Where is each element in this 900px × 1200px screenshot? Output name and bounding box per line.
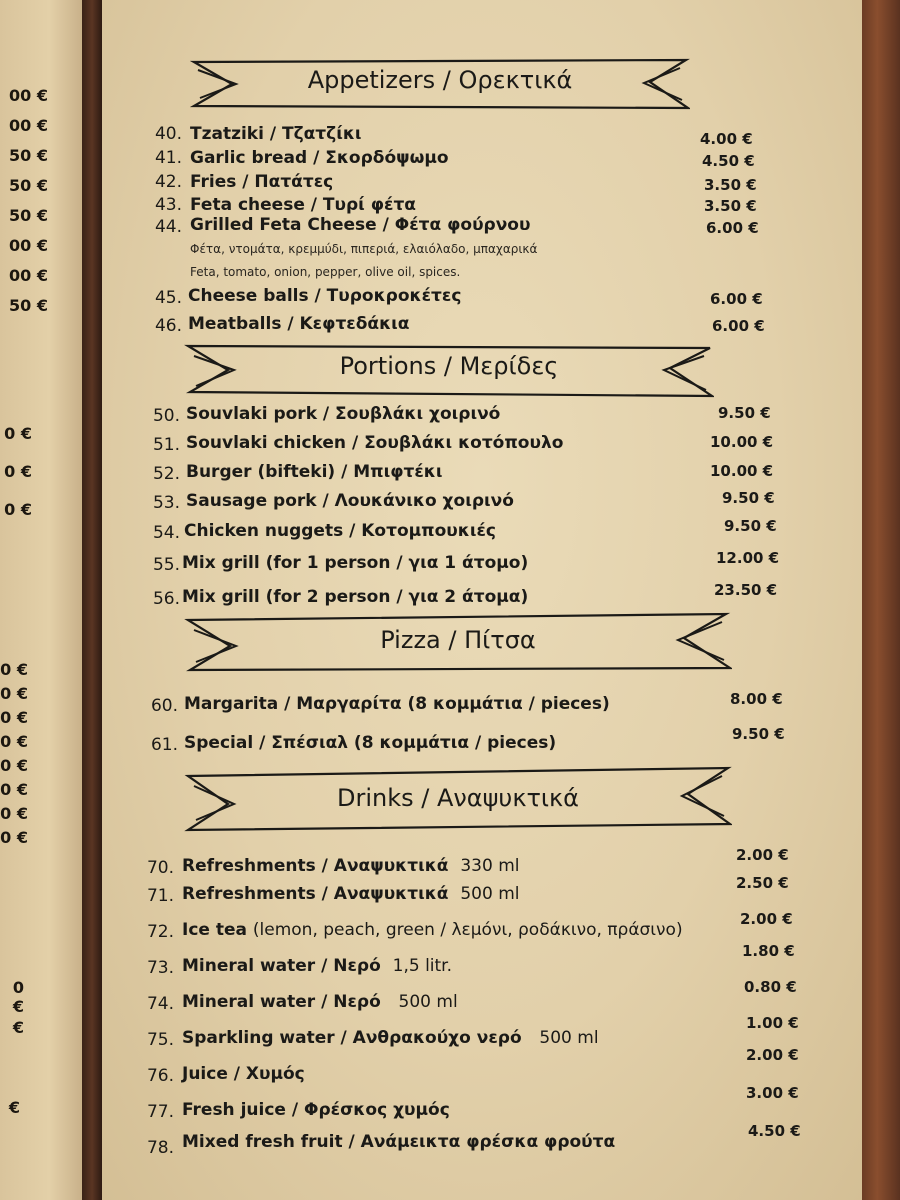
item-price: 9.50 €	[718, 404, 771, 422]
item-price: 9.50 €	[732, 725, 785, 743]
item-name: Meatballs / Κεφτεδάκια	[188, 314, 410, 334]
item-name-text: Mineral water / Νερό	[182, 956, 381, 976]
item-number: 54.	[152, 523, 180, 543]
item-name: Fresh juice / Φρέσκος χυμός	[182, 1100, 450, 1120]
section-banner-appetizers	[190, 56, 690, 112]
item-price: 2.00 €	[736, 846, 789, 864]
item-name: Souvlaki chicken / Σουβλάκι κοτόπουλο	[186, 433, 564, 453]
item-price: 2.00 €	[740, 910, 793, 928]
item-number: 42.	[154, 172, 182, 192]
item-name: Cheese balls / Τυροκροκέτες	[188, 286, 462, 306]
section-banner-drinks	[184, 766, 732, 832]
item-name-text: Refreshments / Αναψυκτικά	[182, 884, 449, 904]
item-number: 51.	[152, 435, 180, 455]
adjacent-price: 50 €	[9, 146, 48, 165]
item-name	[182, 1028, 599, 1048]
item-price: 10.00 €	[710, 462, 774, 480]
item-name: Special / Σπέσιαλ (8 κομμάτια / pieces)	[184, 733, 557, 753]
item-number: 53.	[152, 493, 180, 513]
item-name	[182, 992, 458, 1012]
item-price: 6.00 €	[712, 317, 765, 335]
item-name	[182, 956, 452, 976]
item-name: Tzatziki / Τζατζίκι	[190, 124, 362, 144]
item-number: 76.	[146, 1066, 174, 1086]
adjacent-price: 50 €	[9, 296, 48, 315]
item-name-text: Sparkling water / Ανθρακούχο νερό	[182, 1028, 522, 1048]
item-price: 4.50 €	[702, 152, 755, 170]
adjacent-price: 0 €	[0, 804, 28, 823]
item-price: 2.00 €	[746, 1046, 799, 1064]
section-title: Portions / Μερίδες	[339, 352, 559, 380]
item-name: Feta cheese / Τυρί φέτα	[190, 195, 416, 215]
item-number: 78.	[146, 1138, 174, 1158]
item-price: 8.00 €	[730, 690, 783, 708]
item-price: 0.80 €	[744, 978, 797, 996]
item-volume: 500 ml	[539, 1028, 599, 1048]
item-flavors: (lemon, peach, green / λεμόνι, ροδάκινο, πράσινο)	[252, 920, 683, 940]
item-name	[182, 920, 683, 940]
item-number: 77.	[146, 1102, 174, 1122]
adjacent-price: 00 €	[9, 116, 48, 135]
adjacent-price: 00 €	[9, 266, 48, 285]
adjacent-price: 0 €	[4, 424, 32, 443]
item-price: 4.00 €	[700, 130, 753, 148]
item-volume: 330 ml	[460, 856, 520, 876]
item-name: Margarita / Μαργαρίτα (8 κομμάτια / pieces)	[184, 694, 610, 714]
item-price: 6.00 €	[706, 219, 759, 237]
item-price: 4.50 €	[748, 1122, 801, 1140]
item-volume: 1,5 litr.	[392, 956, 453, 976]
item-number: 60.	[150, 696, 178, 716]
item-price: 3.50 €	[704, 176, 757, 194]
item-name: Burger (bifteki) / Μπιφτέκι	[186, 462, 443, 482]
adjacent-price: 0 €	[0, 828, 28, 847]
binding-gutter	[82, 0, 102, 1200]
item-price: 9.50 €	[724, 517, 777, 535]
item-price: 12.00 €	[716, 549, 780, 567]
item-number: 73.	[146, 958, 174, 978]
adjacent-price: 00 €	[9, 236, 48, 255]
adjacent-price: €	[8, 1098, 20, 1117]
item-price: 2.50 €	[736, 874, 789, 892]
section-banner-portions	[184, 340, 714, 400]
adjacent-price: 0 €	[12, 978, 24, 1016]
item-name: Mix grill (for 2 person / για 2 άτομα)	[182, 587, 529, 607]
item-price: 3.00 €	[746, 1084, 799, 1102]
adjacent-price: 0 €	[0, 684, 28, 703]
item-name: Sausage pork / Λουκάνικο χοιρινό	[186, 491, 514, 511]
item-price: 1.80 €	[742, 942, 795, 960]
item-price: 9.50 €	[722, 489, 775, 507]
section-title: Appetizers / Ορεκτικά	[307, 66, 573, 94]
adjacent-price: 00 €	[9, 86, 48, 105]
item-number: 71.	[146, 886, 174, 906]
adjacent-price: 0 €	[0, 756, 28, 775]
item-name-text: Mineral water / Νερό	[182, 992, 381, 1012]
adjacent-price: 0 €	[0, 708, 28, 727]
item-name: Fries / Πατάτες	[190, 172, 334, 192]
adjacent-price: 0 €	[4, 462, 32, 481]
table-edge	[862, 0, 900, 1200]
item-description-english: Feta, tomato, onion, pepper, olive oil, spices.	[190, 265, 461, 279]
adjacent-price: 50 €	[9, 176, 48, 195]
item-number: 52.	[152, 464, 180, 484]
adjacent-price: 0 €	[4, 500, 32, 519]
item-number: 40.	[154, 124, 182, 144]
item-name: Juice / Χυμός	[182, 1064, 305, 1084]
section-title: Drinks / Αναψυκτικά	[336, 784, 579, 812]
adjacent-price: 0 €	[0, 780, 28, 799]
section-banner-pizza	[184, 612, 732, 674]
item-number: 74.	[146, 994, 174, 1014]
adjacent-price: 50 €	[9, 206, 48, 225]
item-name: Souvlaki pork / Σουβλάκι χοιρινό	[186, 404, 501, 424]
item-number: 56.	[152, 589, 180, 609]
item-name: Garlic bread / Σκορδόψωμο	[190, 148, 449, 168]
item-number: 44.	[154, 217, 182, 237]
item-volume: 500 ml	[460, 884, 520, 904]
item-name: Mix grill (for 1 person / για 1 άτομο)	[182, 553, 529, 573]
item-number: 61.	[150, 735, 178, 755]
section-title: Pizza / Πίτσα	[380, 626, 536, 654]
item-name	[182, 856, 519, 876]
item-number: 45.	[154, 288, 182, 308]
item-price: 10.00 €	[710, 433, 774, 451]
item-number: 55.	[152, 555, 180, 575]
item-number: 75.	[146, 1030, 174, 1050]
item-number: 70.	[146, 858, 174, 878]
item-number: 46.	[154, 316, 182, 336]
item-number: 41.	[154, 148, 182, 168]
item-number: 72.	[146, 922, 174, 942]
adjacent-price: 0 €	[0, 660, 28, 679]
item-name: Chicken nuggets / Κοτομπουκιές	[184, 521, 496, 541]
item-name-text: Refreshments / Αναψυκτικά	[182, 856, 449, 876]
adjacent-menu-page	[0, 0, 82, 1200]
item-description-greek: Φέτα, ντομάτα, κρεμμύδι, πιπεριά, ελαιόλαδο, μπαχαρικά	[190, 242, 538, 256]
item-name: Grilled Feta Cheese / Φέτα φούρνου	[190, 215, 531, 235]
item-name: Mixed fresh fruit / Ανάμεικτα φρέσκα φρούτα	[182, 1132, 616, 1152]
item-price: 23.50 €	[714, 581, 778, 599]
item-name-text: Ice tea	[182, 920, 247, 940]
item-name	[182, 884, 519, 904]
item-number: 43.	[154, 195, 182, 215]
adjacent-price: €	[12, 1018, 24, 1037]
item-number: 50.	[152, 406, 180, 426]
item-price: 6.00 €	[710, 290, 763, 308]
item-price: 1.00 €	[746, 1014, 799, 1032]
item-volume: 500 ml	[398, 992, 458, 1012]
adjacent-price: 0 €	[0, 732, 28, 751]
menu-page	[102, 0, 862, 1200]
item-price: 3.50 €	[704, 197, 757, 215]
